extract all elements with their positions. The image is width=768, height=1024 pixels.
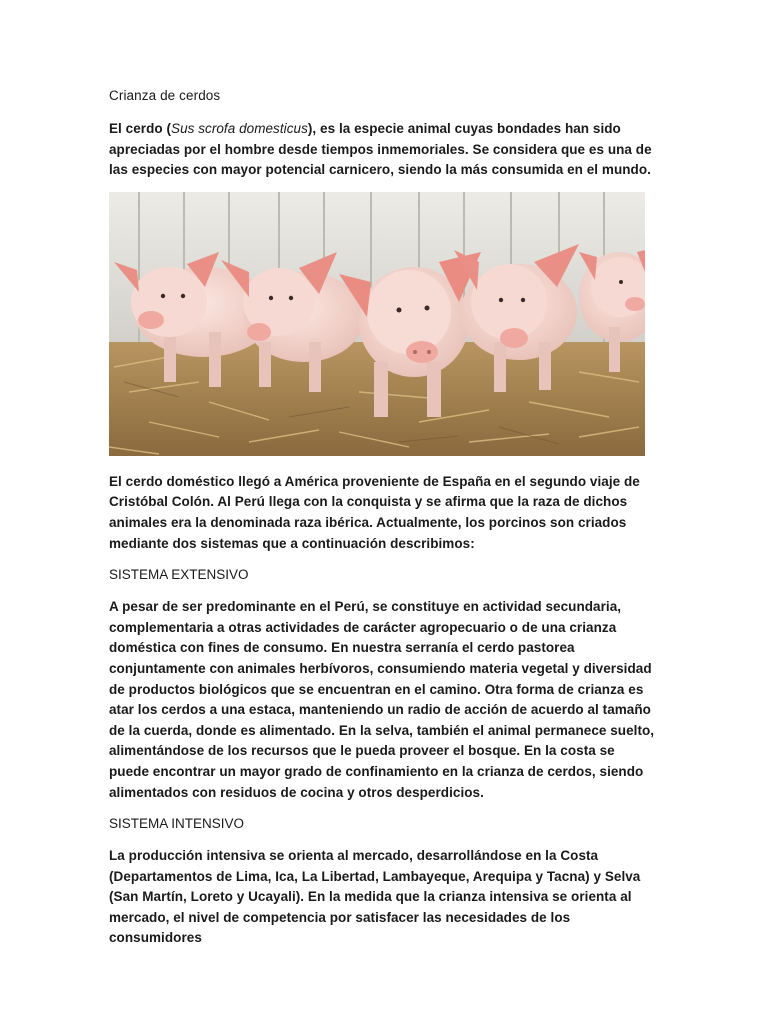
document-title: Crianza de cerdos bbox=[109, 88, 221, 103]
section-body-extensive: A pesar de ser predominante en el Perú, se constituye en actividad secundaria, complementaria a otras actividades de carácter agropecuario o de una crianza doméstica con fines de consumo. En nuestra serranía el cerdo pastorea conjuntamente con animales herbívoros, consumiendo materia vegetal y diversidad de productos biológicos que se encuentran en el camino. Otra forma de crianza es atar los cerdos a una estaca, manteniendo un radio de acción de acuerdo al tamaño de la cuerda, donde es alimentado. En la selva, también el animal permanece suelto, alimentándose de los recursos que le pueda proveer el bosque. En la costa se puede encontrar un mayor grado de confinamiento en la crianza de cerdos, siendo alimentados con residuos de cocina y otros desperdicios. bbox=[109, 599, 655, 800]
scientific-name: Sus scrofa domesticus bbox=[171, 121, 308, 136]
intro-lead: El cerdo ( bbox=[109, 121, 172, 136]
section-body-intensive: La producción intensiva se orienta al mercado, desarrollándose en la Costa (Departamentos de Lima, Ica, La Libertad, Lambayeque, Arequipa y Tacna) y Selva (San Martín, Loreto y Ucayali). En la medida que la crianza intensiva se orienta al mercado, el nivel de competencia por satisfacer las necesidades de los consumidores bbox=[109, 848, 641, 946]
pigs-photo bbox=[109, 192, 645, 456]
intro-paragraph bbox=[109, 119, 657, 181]
section-heading-intensive: SISTEMA INTENSIVO bbox=[109, 816, 245, 832]
document-page bbox=[109, 86, 657, 960]
history-paragraph: El cerdo doméstico llegó a América proveniente de España en el segundo viaje de Cristóbal Colón. Al Perú llega con la conquista y se afirma que la raza de dichos animales era la denominada raza ibérica. Actualmente, los porcinos son criados mediante dos sistemas que a continuación describimos: bbox=[109, 473, 640, 551]
intro-rest: ), es la especie animal cuyas bondades han sido apreciadas por el hombre desde tiempos inmemoriales. Se considera que es una de las especies con mayor potencial carnicero, siendo la más consumida en el mundo. bbox=[109, 121, 652, 178]
section-heading-extensive: SISTEMA EXTENSIVO bbox=[109, 567, 249, 583]
